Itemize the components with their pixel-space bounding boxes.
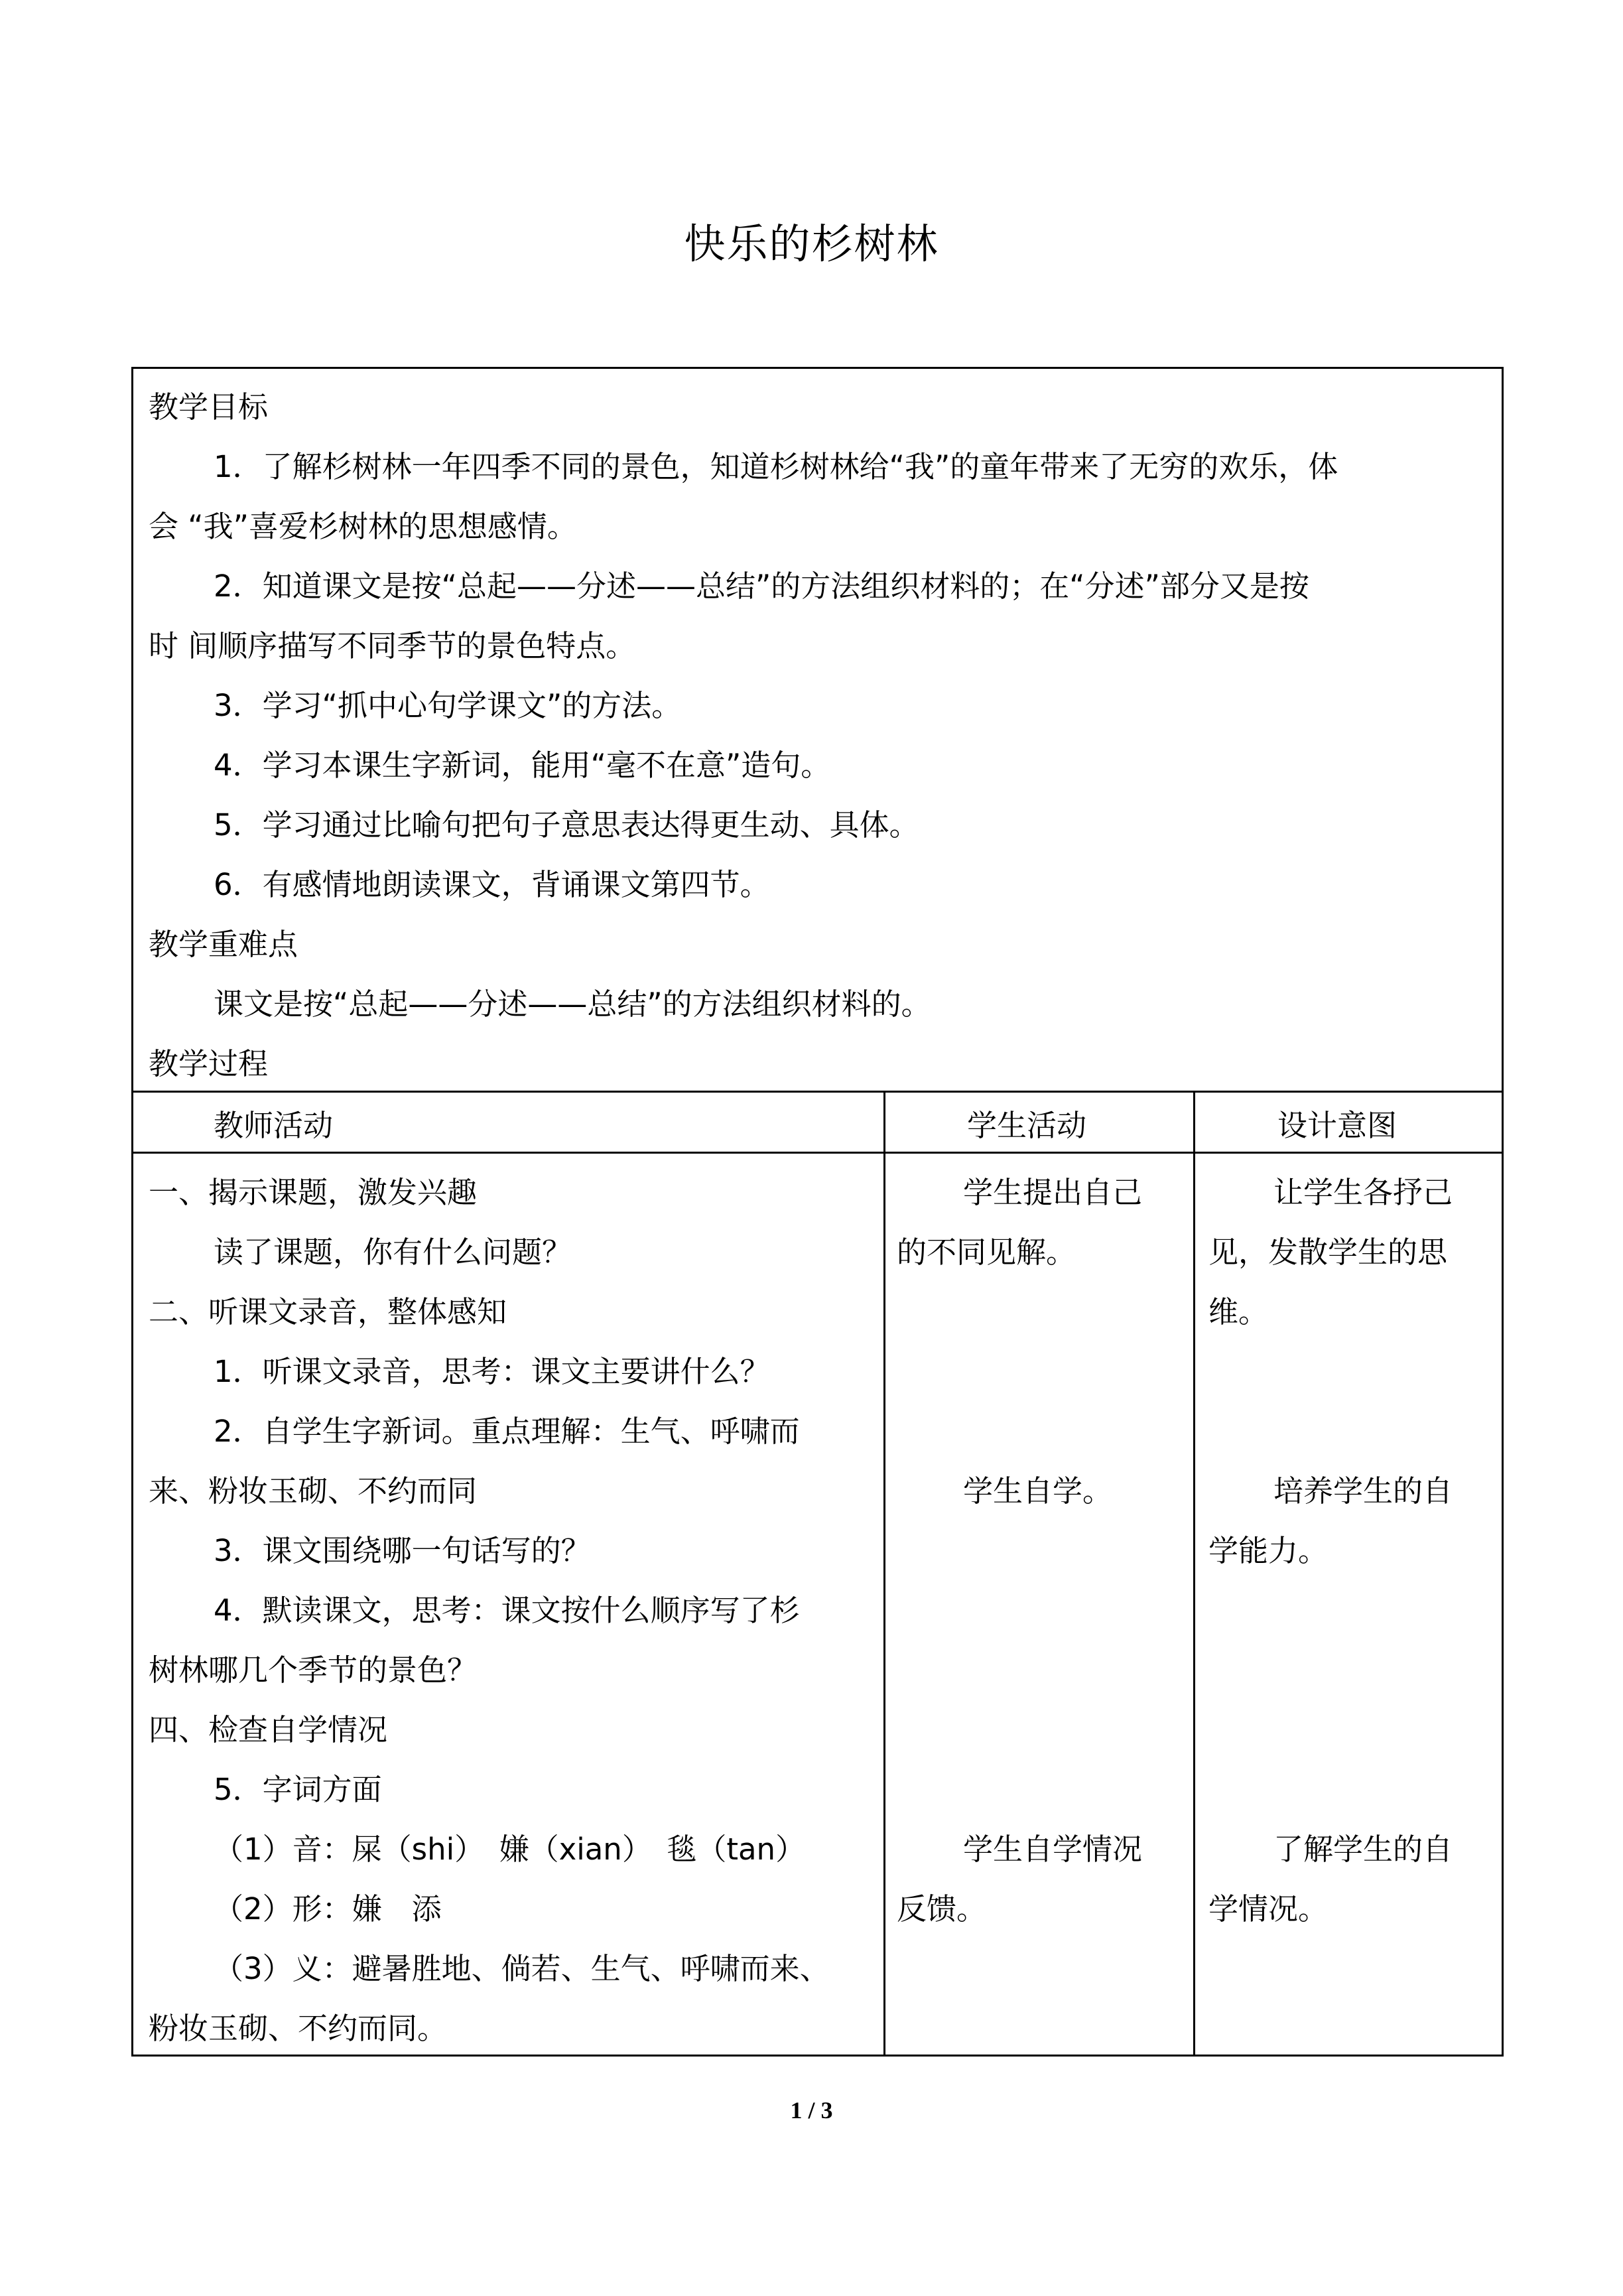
student-line: 学生自学情况 [963,1832,1143,1867]
teacher-line: 4．默读课文，思考：课文按什么顺序写了杉 [214,1593,800,1628]
row-divider-columns [131,1152,1504,1154]
student-line: 学生自学。 [963,1473,1113,1509]
teacher-line: 二、听课文录音，整体感知 [149,1294,507,1329]
design-line: 了解学生的自 [1273,1832,1453,1867]
row-divider-header [131,1091,1504,1093]
page-number: 1 / 3 [790,2097,833,2124]
column-divider-student [883,1091,885,2057]
teacher-line: （1）音：屎（shi） 嫌（xian） 毯（tan） [214,1832,806,1867]
key-points-heading: 教学重难点 [149,927,298,962]
goal-item-2-line-1: 2．知道课文是按“总起——分述——总结”的方法组织材料的；在“分述”部分又是按 [214,569,1309,604]
goal-item-6: 6．有感情地朗读课文，背诵课文第四节。 [214,867,770,902]
page-title: 快乐的杉树林 [684,220,939,268]
teacher-line: （2）形：嫌 添 [214,1891,442,1926]
teacher-line: 树林哪几个季节的景色？ [149,1653,478,1688]
column-header-design: 设计意图 [1277,1108,1397,1143]
teacher-line: 来、粉妆玉砌、不约而同 [149,1473,478,1509]
design-line: 培养学生的自 [1273,1473,1453,1509]
design-line: 让学生各抒己 [1273,1175,1453,1210]
column-header-teacher: 教师活动 [214,1108,334,1143]
design-line: 维。 [1208,1294,1269,1329]
column-header-student: 学生活动 [967,1108,1087,1143]
goal-item-1-line-2: 会 “我”喜爱杉树林的思想感情。 [149,509,577,544]
key-points-text: 课文是按“总起——分述——总结”的方法组织材料的。 [214,986,931,1022]
column-divider-design [1193,1091,1195,2057]
design-line: 学情况。 [1208,1891,1329,1926]
teacher-line: 四、检查自学情况 [149,1712,388,1747]
design-line: 学能力。 [1208,1533,1329,1568]
teacher-line: 2．自学生字新词。重点理解：生气、呼啸而 [214,1414,800,1449]
goal-item-3: 3．学习“抓中心句学课文”的方法。 [214,688,682,723]
teacher-line: 3．课文围绕哪一句话写的？ [214,1533,591,1568]
goal-item-5: 5．学习通过比喻句把句子意思表达得更生动、具体。 [214,807,919,843]
teacher-line: 读了课题，你有什么问题？ [214,1235,572,1270]
goal-item-2-line-2: 时 间顺序描写不同季节的景色特点。 [149,628,636,663]
design-line: 见，发散学生的思 [1208,1235,1448,1270]
goals-heading: 教学目标 [149,389,269,425]
process-heading: 教学过程 [149,1046,269,1081]
teacher-line: 5．字词方面 [214,1772,382,1807]
teacher-line: 1．听课文录音，思考：课文主要讲什么？ [214,1354,770,1389]
student-line: 的不同见解。 [897,1235,1076,1270]
teacher-line: 粉妆玉砌、不约而同。 [149,2011,448,2046]
goal-item-4: 4．学习本课生字新词，能用“毫不在意”造句。 [214,748,831,783]
teacher-line: 一、揭示课题，激发兴趣 [149,1175,478,1210]
goal-item-1-line-1: 1．了解杉树林一年四季不同的景色，知道杉树林给“我”的童年带来了无穷的欢乐，体 [214,449,1338,484]
student-line: 反馈。 [897,1891,987,1926]
teacher-line: （3）义：避暑胜地、倘若、生气、呼啸而来、 [214,1951,830,1986]
student-line: 学生提出自己 [963,1175,1143,1210]
